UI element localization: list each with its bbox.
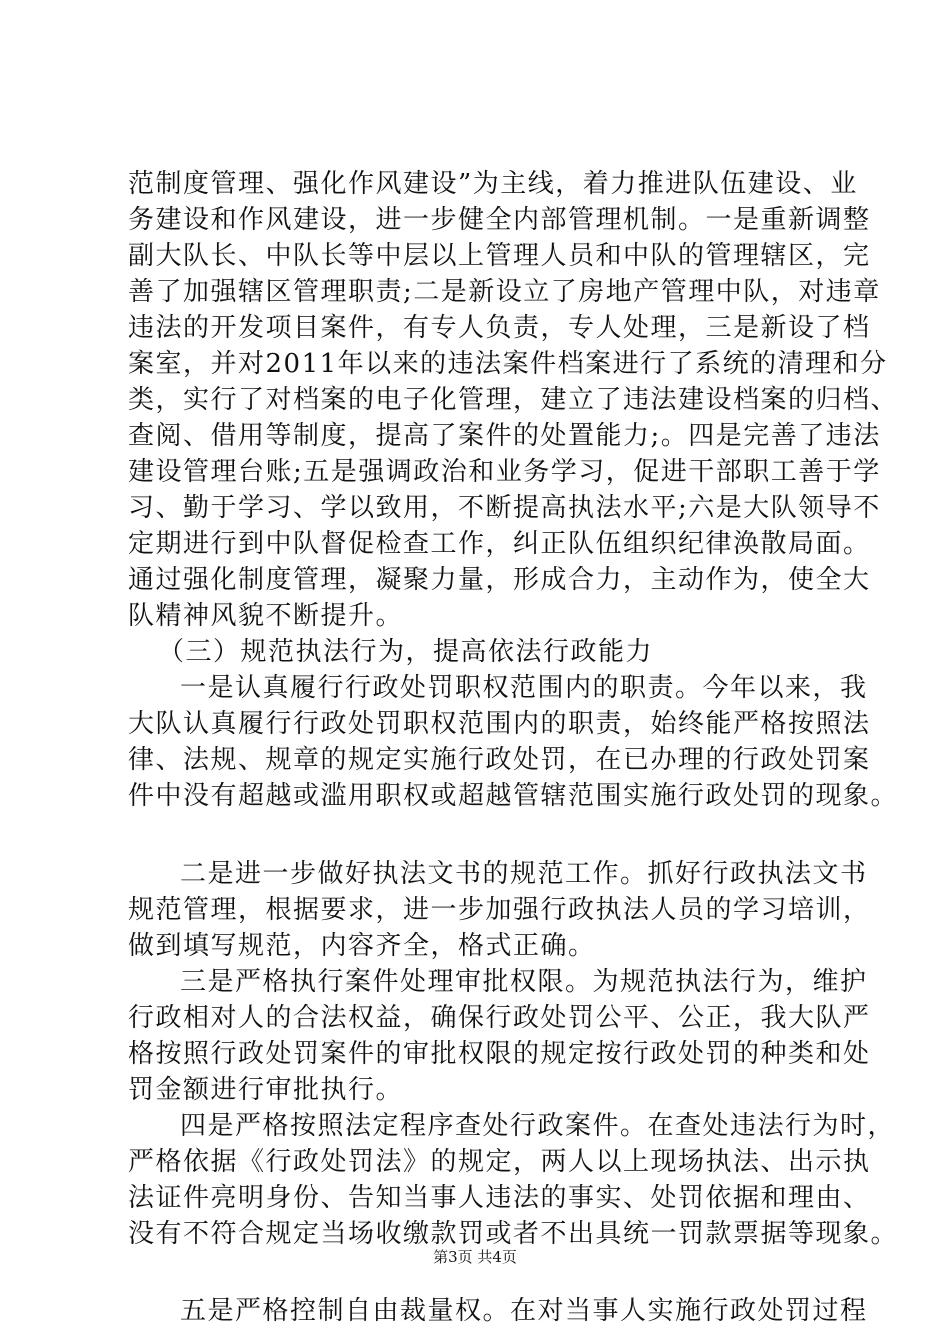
text-line: 行政相对人的合法权益，确保行政处罚公平、公正，我大队严 (128, 1003, 871, 1033)
text-line: 格按照行政处罚案件的审批权限的规定按行政处罚的种类和处 (128, 1039, 871, 1069)
text-line: 违法的开发项目案件，有专人负责，专人处理，三是新设了档 (128, 313, 871, 343)
text-line: 习、勤于学习、学以致用，不断提高执法水平;六是大队领导不 (128, 493, 881, 523)
text-line: 五是严格控制自由裁量权。在对当事人实施行政处罚过程 (180, 1296, 868, 1326)
text-line: 规范管理，根据要求，进一步加强行政执法人员的学习培训， (128, 895, 871, 925)
text-line: 大队认真履行行政处罚职权范围内的职责，始终能严格按照法 (128, 709, 871, 739)
text-line: 法证件亮明身份、告知当事人违法的事实、处罚依据和理由、 (128, 1183, 871, 1213)
text-line: 副大队长、中队长等中层以上管理人员和中队的管理辖区，完 (128, 241, 871, 271)
text-line: 队精神风貌不断提升。 (128, 601, 404, 631)
text-line: 范制度管理、强化作风建设”为主线，着力推进队伍建设、业 (128, 169, 858, 199)
text-line: 通过强化制度管理，凝聚力量，形成合力，主动作为，使全大 (128, 565, 871, 595)
text-line: 三是严格执行案件处理审批权限。为规范执法行为，维护 (180, 967, 868, 997)
text-line: 律、法规、规章的规定实施行政处罚，在已办理的行政处罚案 (128, 745, 871, 775)
text-line: 定期进行到中队督促检查工作，纠正队伍组织纪律涣散局面。 (128, 529, 871, 559)
section-heading: （三）规范执法行为，提高依法行政能力 (158, 637, 654, 667)
page-number-footer: 第3页 共4页 (433, 1248, 517, 1266)
text-line: 善了加强辖区管理职责;二是新设立了房地产管理中队，对违章 (128, 277, 881, 307)
text-line: 查阅、借用等制度，提高了案件的处置能力;。四是完善了违法 (128, 421, 881, 451)
text-line: 一是认真履行行政处罚职权范围内的职责。今年以来，我 (180, 673, 868, 703)
text-line: 二是进一步做好执法文书的规范工作。抓好行政执法文书 (180, 859, 868, 889)
text-line: 件中没有超越或滥用职权或超越管辖范围实施行政处罚的现象。 (128, 781, 899, 811)
text-line: 做到填写规范，内容齐全，格式正确。 (128, 931, 596, 961)
text-line: 类，实行了对档案的电子化管理，建立了违法建设档案的归档、 (128, 385, 899, 415)
text-line: 没有不符合规定当场收缴款罚或者不出具统一罚款票据等现象。 (128, 1219, 899, 1249)
text-line: 罚金额进行审批执行。 (128, 1075, 404, 1105)
text-line: 四是严格按照法定程序查处行政案件。在查处违法行为时， (180, 1111, 896, 1141)
text-line: 务建设和作风建设，进一步健全内部管理机制。一是重新调整 (128, 205, 871, 235)
text-line: 严格依据《行政处罚法》的规定，两人以上现场执法、出示执 (128, 1147, 871, 1177)
text-line: 建设管理台账;五是强调政治和业务学习，促进干部职工善于学 (128, 457, 881, 487)
text-line: 案室，并对2011年以来的违法案件档案进行了系统的清理和分 (128, 349, 888, 379)
